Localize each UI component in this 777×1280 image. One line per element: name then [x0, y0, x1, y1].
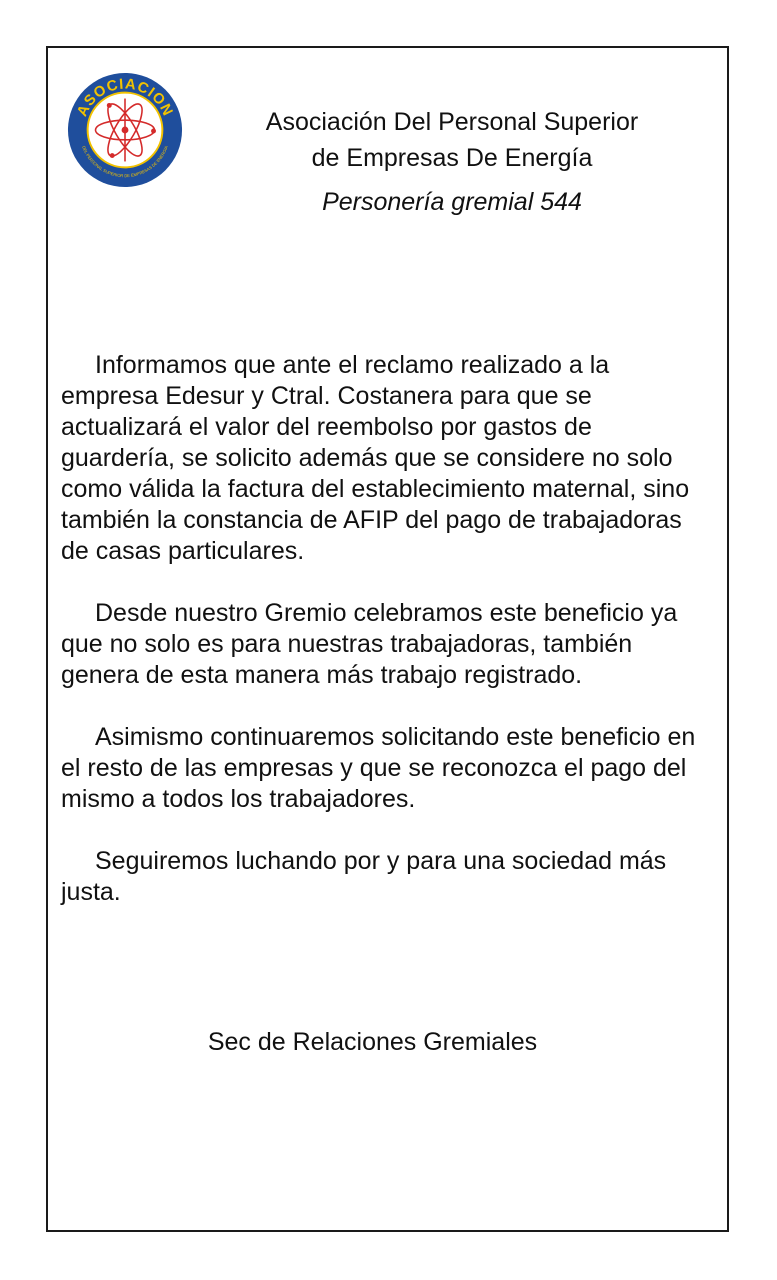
organization-name-line1: Asociación Del Personal Superior	[265, 108, 639, 136]
organization-name-line2: de Empresas De Energía	[311, 144, 593, 172]
paragraph: Desde nuestro Gremio celebramos este beneficio ya que no solo es para nuestras trabajadoras, también genera de esta manera más trabajo registrado.	[61, 599, 678, 689]
paragraph: Informamos que ante el reclamo realizado a la empresa Edesur y Ctral. Costanera para que se actualizará el valor del reembolso por gastos de guardería, se solicito además que se considere no solo como válida la factura del establecimiento maternal, sino también la constancia de AFIP del pago de trabajadoras de casas particulares.	[61, 351, 690, 565]
union-registration: Personería gremial 544	[322, 188, 582, 216]
letter-body	[61, 350, 711, 939]
paragraph: Seguiremos luchando por y para una sociedad más justa.	[61, 847, 667, 906]
paragraph: Asimismo continuaremos solicitando este beneficio en el resto de las empresas y que se reconozca el pago del mismo a todos los trabajadores.	[61, 723, 696, 813]
logo-ring-text-bottom: DEL PERSONAL SUPERIOR DE EMPRESAS DE ENERGIA	[81, 145, 169, 179]
association-logo	[66, 71, 184, 189]
letterhead	[228, 104, 676, 220]
logo-ring-text-top: ASOCIACION	[74, 76, 176, 120]
signature-line: Sec de Relaciones Gremiales	[207, 1028, 538, 1056]
